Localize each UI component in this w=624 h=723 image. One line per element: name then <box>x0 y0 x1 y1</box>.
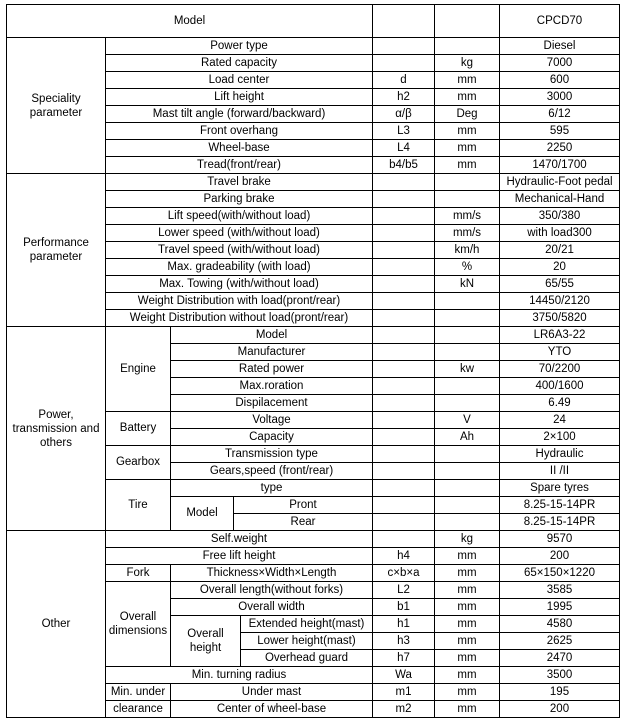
row-unit: mm <box>435 684 500 701</box>
row-label: Voltage <box>171 412 373 429</box>
row-value: 1470/1700 <box>500 157 620 174</box>
row-unit: V <box>435 412 500 429</box>
row-symbol: h4 <box>373 548 435 565</box>
row-symbol: h3 <box>373 633 435 650</box>
row-symbol: Wa <box>373 667 435 684</box>
row-value: Spare tyres <box>500 480 620 497</box>
row-symbol: α/β <box>373 106 435 123</box>
row-value: 6.49 <box>500 395 620 412</box>
row-label: Overall width <box>171 599 373 616</box>
row-unit <box>435 480 500 497</box>
row-symbol <box>373 446 435 463</box>
row-value: 3500 <box>500 667 620 684</box>
row-symbol <box>373 55 435 72</box>
row-value: 2470 <box>500 650 620 667</box>
row-label: Rear <box>234 514 373 531</box>
header-symbol-cell <box>373 5 435 38</box>
row-label: Overall length(without forks) <box>171 582 373 599</box>
row-unit <box>435 344 500 361</box>
row-unit: mm <box>435 650 500 667</box>
row-symbol <box>373 327 435 344</box>
row-symbol <box>373 293 435 310</box>
row-symbol: L3 <box>373 123 435 140</box>
row-unit: mm <box>435 667 500 684</box>
row-label: Travel speed (with/without load) <box>106 242 373 259</box>
row-label: Pront <box>234 497 373 514</box>
row-unit: mm <box>435 140 500 157</box>
row-value: 65×150×1220 <box>500 565 620 582</box>
row-label: Lift speed(with/without load) <box>106 208 373 225</box>
row-label: Transmission type <box>171 446 373 463</box>
row-label: Weight Distribution with load(pront/rear) <box>106 293 373 310</box>
row-symbol <box>373 276 435 293</box>
row-value: 8.25-15-14PR <box>500 497 620 514</box>
row-label: Min. turning radius <box>106 667 373 684</box>
row-label: Lower speed (with/without load) <box>106 225 373 242</box>
row-label: Front overhang <box>106 123 373 140</box>
row-value: 14450/2120 <box>500 293 620 310</box>
row-value: YTO <box>500 344 620 361</box>
row-unit <box>435 327 500 344</box>
row-unit: mm/s <box>435 208 500 225</box>
row-symbol <box>373 378 435 395</box>
row-unit <box>435 463 500 480</box>
row-unit: kN <box>435 276 500 293</box>
row-value: 7000 <box>500 55 620 72</box>
row-value: 3750/5820 <box>500 310 620 327</box>
row-symbol: d <box>373 72 435 89</box>
row-unit: kw <box>435 361 500 378</box>
row-symbol: L4 <box>373 140 435 157</box>
row-symbol <box>373 361 435 378</box>
row-value: 350/380 <box>500 208 620 225</box>
row-unit <box>435 514 500 531</box>
row-value: with load300 <box>500 225 620 242</box>
subgroup-min-under-clearance-line2: clearance <box>106 701 171 718</box>
subgroup-fork: Fork <box>106 565 171 582</box>
subgroup-engine: Engine <box>106 327 171 412</box>
row-value: 8.25-15-14PR <box>500 514 620 531</box>
row-value: 3585 <box>500 582 620 599</box>
row-label: Capacity <box>171 429 373 446</box>
row-unit: mm <box>435 633 500 650</box>
row-value: 595 <box>500 123 620 140</box>
row-unit <box>435 378 500 395</box>
subgroup-overall-height: Overall height <box>171 616 241 667</box>
row-label: Power type <box>106 38 373 55</box>
row-value: 200 <box>500 548 620 565</box>
row-symbol <box>373 242 435 259</box>
row-symbol: m2 <box>373 701 435 718</box>
group-power: Power, transmission and others <box>7 327 106 531</box>
row-label: Tread(front/rear) <box>106 157 373 174</box>
table-row <box>7 327 620 344</box>
row-label: Max.roration <box>171 378 373 395</box>
row-unit: mm <box>435 599 500 616</box>
row-symbol: L2 <box>373 582 435 599</box>
row-value: Hydraulic <box>500 446 620 463</box>
row-unit <box>435 395 500 412</box>
row-symbol <box>373 225 435 242</box>
row-label: Model <box>171 327 373 344</box>
row-symbol <box>373 463 435 480</box>
row-value: Mechanical-Hand <box>500 191 620 208</box>
row-symbol <box>373 344 435 361</box>
row-unit: mm <box>435 548 500 565</box>
table-row <box>7 38 620 55</box>
row-label: Parking brake <box>106 191 373 208</box>
row-label: Weight Distribution without load(pront/rear) <box>106 310 373 327</box>
subgroup-gearbox: Gearbox <box>106 446 171 480</box>
row-label: Wheel-base <box>106 140 373 157</box>
row-symbol <box>373 480 435 497</box>
row-value: Hydraulic-Foot pedal <box>500 174 620 191</box>
row-label: Lower height(mast) <box>241 633 373 650</box>
row-value: 20 <box>500 259 620 276</box>
row-label: Self.weight <box>106 531 373 548</box>
row-symbol: h1 <box>373 616 435 633</box>
row-value: 2250 <box>500 140 620 157</box>
row-unit <box>435 38 500 55</box>
row-label: Gears,speed (front/rear) <box>171 463 373 480</box>
row-label: Lift height <box>106 89 373 106</box>
row-value: 200 <box>500 701 620 718</box>
header-model-label: Model <box>7 5 373 38</box>
row-label: Load center <box>106 72 373 89</box>
row-value: Diesel <box>500 38 620 55</box>
row-label: Travel brake <box>106 174 373 191</box>
row-unit: km/h <box>435 242 500 259</box>
row-unit: Ah <box>435 429 500 446</box>
row-label: Overhead guard <box>241 650 373 667</box>
row-symbol: m1 <box>373 684 435 701</box>
row-value: II /II <box>500 463 620 480</box>
row-value: 20/21 <box>500 242 620 259</box>
row-value: 65/55 <box>500 276 620 293</box>
row-value: 4580 <box>500 616 620 633</box>
row-unit: kg <box>435 531 500 548</box>
header-unit-cell <box>435 5 500 38</box>
row-symbol: h7 <box>373 650 435 667</box>
subgroup-tire: Tire <box>106 480 171 531</box>
row-unit: mm <box>435 89 500 106</box>
row-value: 600 <box>500 72 620 89</box>
row-symbol <box>373 174 435 191</box>
table-row <box>7 5 620 38</box>
row-unit <box>435 497 500 514</box>
row-symbol <box>373 412 435 429</box>
spec-table <box>6 4 620 718</box>
subgroup-tire-model: Model <box>171 497 234 531</box>
row-symbol <box>373 208 435 225</box>
row-unit: Deg <box>435 106 500 123</box>
row-symbol <box>373 514 435 531</box>
row-unit <box>435 293 500 310</box>
row-symbol: b1 <box>373 599 435 616</box>
row-unit: mm <box>435 565 500 582</box>
row-label: Mast tilt angle (forward/backward) <box>106 106 373 123</box>
row-value: 70/2200 <box>500 361 620 378</box>
row-label: Max. gradeability (with load) <box>106 259 373 276</box>
row-value: 400/1600 <box>500 378 620 395</box>
row-unit: mm <box>435 701 500 718</box>
row-symbol: c×b×a <box>373 565 435 582</box>
row-label: Rated capacity <box>106 55 373 72</box>
row-unit: % <box>435 259 500 276</box>
row-value: 1995 <box>500 599 620 616</box>
row-symbol: h2 <box>373 89 435 106</box>
row-label: Extended height(mast) <box>241 616 373 633</box>
row-unit: mm <box>435 72 500 89</box>
row-value: LR6A3-22 <box>500 327 620 344</box>
row-value: 6/12 <box>500 106 620 123</box>
row-unit <box>435 191 500 208</box>
row-symbol <box>373 531 435 548</box>
row-unit: mm <box>435 582 500 599</box>
row-symbol <box>373 497 435 514</box>
row-value: 2625 <box>500 633 620 650</box>
row-label: Thickness×Width×Length <box>171 565 373 582</box>
row-label: Free lift height <box>106 548 373 565</box>
row-symbol <box>373 259 435 276</box>
row-value: 3000 <box>500 89 620 106</box>
row-value: 2×100 <box>500 429 620 446</box>
row-value: 24 <box>500 412 620 429</box>
row-unit <box>435 310 500 327</box>
row-unit: mm/s <box>435 225 500 242</box>
row-label: Dispilacement <box>171 395 373 412</box>
row-label: Under mast <box>171 684 373 701</box>
table-row <box>7 531 620 548</box>
table-row <box>7 174 620 191</box>
row-unit <box>435 174 500 191</box>
header-model-value: CPCD70 <box>500 5 620 38</box>
row-unit: mm <box>435 616 500 633</box>
row-unit <box>435 446 500 463</box>
row-unit: mm <box>435 123 500 140</box>
row-value: 195 <box>500 684 620 701</box>
subgroup-battery: Battery <box>106 412 171 446</box>
subgroup-min-under-clearance-line1: Min. under <box>106 684 171 701</box>
subgroup-overall-dimensions: Overall dimensions <box>106 582 171 667</box>
row-symbol <box>373 395 435 412</box>
group-speciality: Speciality parameter <box>7 38 106 174</box>
group-performance: Performance parameter <box>7 174 106 327</box>
row-value: 9570 <box>500 531 620 548</box>
row-symbol: b4/b5 <box>373 157 435 174</box>
row-symbol <box>373 429 435 446</box>
row-symbol <box>373 191 435 208</box>
row-symbol <box>373 38 435 55</box>
row-unit: kg <box>435 55 500 72</box>
group-other: Other <box>7 531 106 718</box>
row-label: Max. Towing (with/without load) <box>106 276 373 293</box>
row-unit: mm <box>435 157 500 174</box>
row-label: Manufacturer <box>171 344 373 361</box>
row-symbol <box>373 310 435 327</box>
row-label: type <box>171 480 373 497</box>
row-label: Rated power <box>171 361 373 378</box>
row-label: Center of wheel-base <box>171 701 373 718</box>
